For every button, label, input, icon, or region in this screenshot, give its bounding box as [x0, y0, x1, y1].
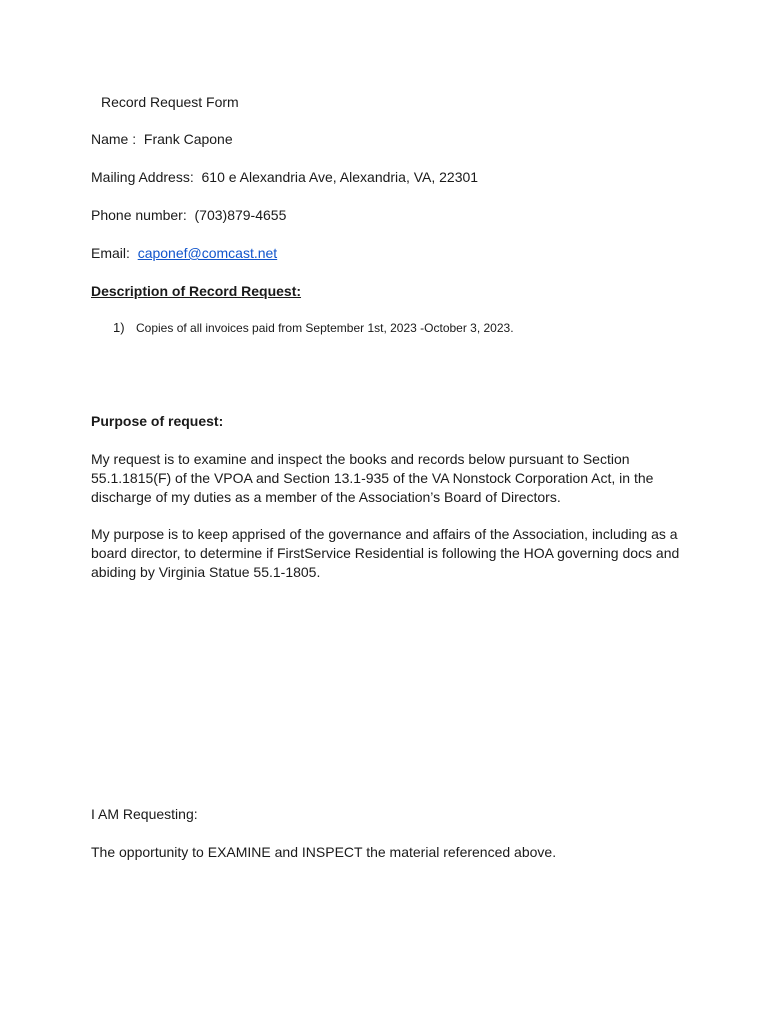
name-line	[91, 130, 233, 148]
description-heading: Description of Record Request:	[91, 283, 302, 299]
requesting-text: The opportunity to EXAMINE and INSPECT the material referenced above.	[91, 844, 557, 860]
email-link[interactable]: caponef@comcast.net	[137, 245, 278, 261]
purpose-paragraph-2: My purpose is to keep apprised of the governance and affairs of the Association, including as a board director, to determine if FirstService Residential is following the HOA governing docs and abiding by Virginia Statue 55.1-1805.	[91, 526, 680, 580]
phone-label: Phone number:	[91, 207, 187, 223]
requesting-label: I AM Requesting:	[91, 806, 198, 822]
name-value: Frank Capone	[143, 131, 233, 147]
address-line	[91, 168, 478, 186]
purpose-heading: Purpose of request:	[91, 413, 224, 429]
purpose-paragraph-1: My request is to examine and inspect the books and records below pursuant to Section 55.1.1815(F) of the VPOA and Section 13.1-935 of the VA Nonstock Corporation Act, in the discharge of my duties as a member of the Association’s Board of Directors.	[91, 451, 654, 505]
email-label: Email:	[91, 245, 130, 261]
email-line	[91, 244, 277, 262]
address-label: Mailing Address:	[91, 169, 194, 185]
phone-line	[91, 206, 286, 224]
form-title: Record Request Form	[101, 94, 239, 110]
list-item-number: 1)	[113, 320, 125, 335]
address-value: 610 e Alexandria Ave, Alexandria, VA, 22301	[201, 169, 479, 185]
list-item-text: Copies of all invoices paid from September 1st, 2023 -October 3, 2023.	[136, 321, 514, 335]
list-item	[113, 320, 514, 336]
phone-value: (703)879-4655	[194, 207, 287, 223]
name-label: Name :	[91, 131, 137, 147]
